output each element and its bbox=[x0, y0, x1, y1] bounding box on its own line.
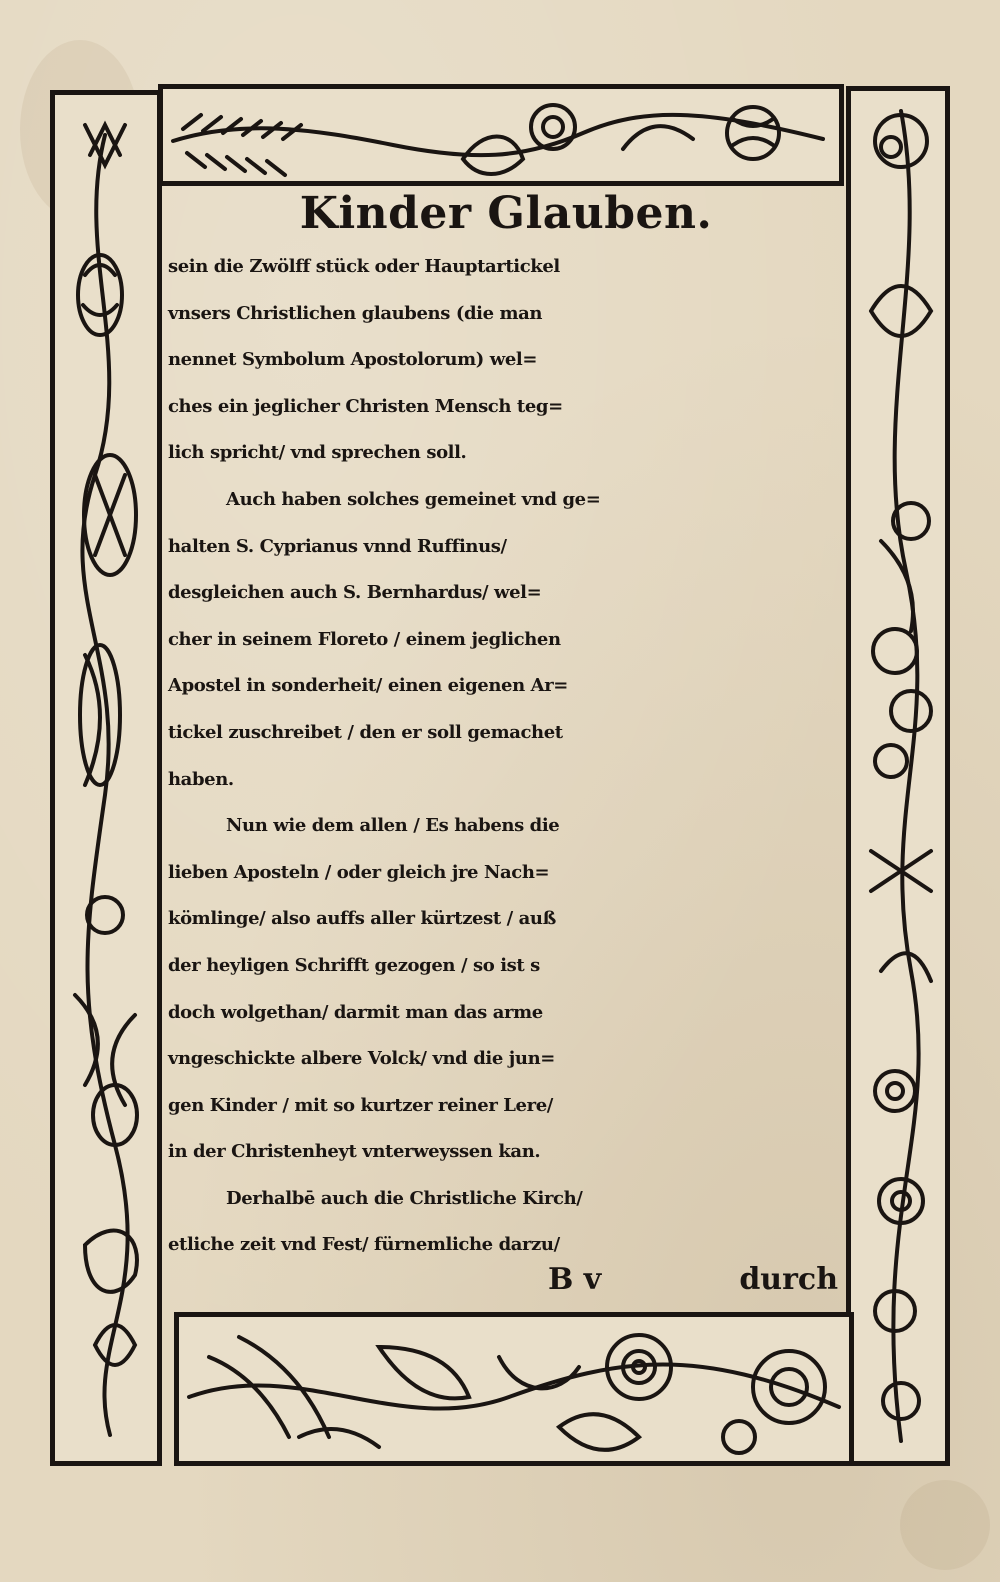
top-ornament-border bbox=[158, 84, 844, 186]
text-line: Derhalbē auch die Christliche Kirch/ bbox=[226, 1187, 583, 1209]
text-line: lich spricht/ vnd sprechen soll. bbox=[168, 442, 467, 464]
text-line: cher in seinem Floreto / einem jeglichen bbox=[168, 628, 561, 650]
signature-mark: B v bbox=[548, 1262, 602, 1297]
leaf-vine-ornament-icon bbox=[163, 89, 839, 181]
text-line: sein die Zwölff stück oder Hauptartickel bbox=[168, 256, 560, 277]
text-line: in der Christenheyt vnterweyssen kan. bbox=[168, 1141, 541, 1163]
bottom-ornament-border bbox=[174, 1312, 854, 1466]
text-line: vngeschickte albere Volck/ vnd die jun= bbox=[168, 1048, 555, 1070]
text-line: nennet Symbolum Apostolorum) wel= bbox=[168, 349, 538, 371]
text-line: kömlinge/ also auffs aller kürtzest / auß bbox=[168, 908, 556, 930]
page-footer bbox=[168, 1262, 844, 1308]
text-line: der heyligen Schrifft gezogen / so ist s bbox=[168, 954, 540, 976]
vine-animal-ornament-icon bbox=[55, 95, 157, 1461]
text-line: etliche zeit vnd Fest/ fürnemliche darzu/ bbox=[168, 1234, 560, 1256]
text-line: desgleichen auch S. Bernhardus/ wel= bbox=[168, 582, 542, 604]
left-ornament-border bbox=[50, 90, 162, 1466]
text-line: gen Kinder / mit so kurtzer reiner Lere/ bbox=[168, 1094, 553, 1116]
rose-leaf-ornament-icon bbox=[179, 1317, 849, 1461]
text-line: doch wolgethan/ darmit man das arme bbox=[168, 1001, 543, 1023]
right-ornament-border bbox=[846, 86, 950, 1466]
text-line: Apostel in sonderheit/ einen eigenen Ar= bbox=[168, 675, 568, 697]
text-line: Auch haben solches gemeinet vnd ge= bbox=[226, 488, 601, 510]
berry-vine-ornament-icon bbox=[851, 91, 945, 1461]
text-line: ches ein jeglicher Christen Mensch teg= bbox=[168, 395, 563, 417]
text-line: halten S. Cyprianus vnnd Ruffinus/ bbox=[168, 535, 507, 557]
page-heading: Kinder Glauben. bbox=[299, 188, 713, 239]
text-line: vnsers Christlichen glaubens (die man bbox=[168, 302, 543, 324]
text-line: lieben Aposteln / oder gleich jre Nach= bbox=[168, 861, 550, 883]
catchword: durch bbox=[739, 1262, 838, 1297]
text-line: tickel zuschreibet / den er soll gemachet bbox=[168, 721, 563, 743]
text-line: Nun wie dem allen / Es habens die bbox=[226, 815, 560, 837]
paper-stain bbox=[900, 1480, 990, 1570]
text-column bbox=[168, 188, 844, 1269]
text-lines bbox=[168, 244, 844, 1269]
text-line: haben. bbox=[168, 768, 234, 790]
